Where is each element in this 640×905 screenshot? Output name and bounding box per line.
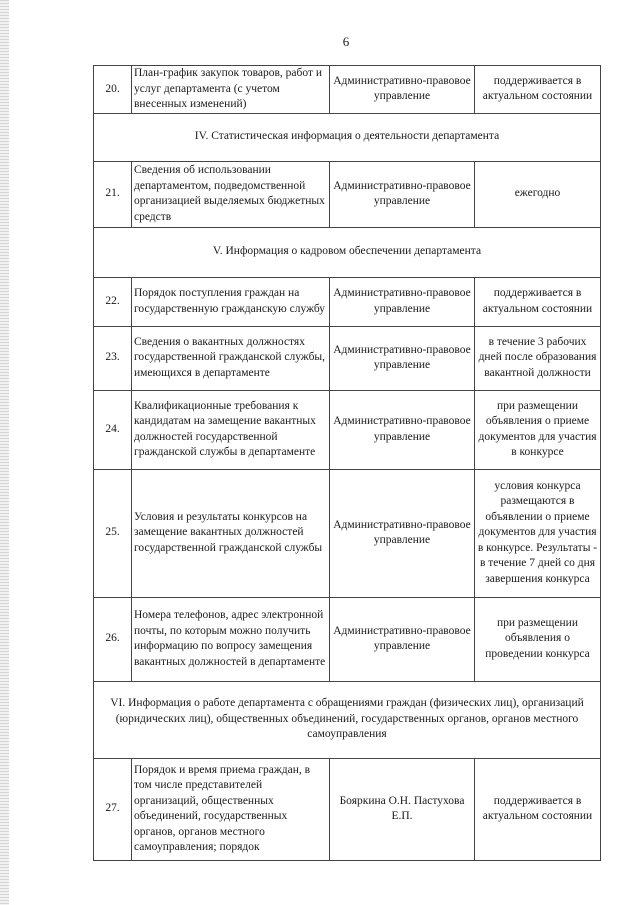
page-number: 6 bbox=[342, 34, 350, 49]
table-row bbox=[94, 66, 601, 114]
table-row bbox=[94, 326, 601, 390]
table-row bbox=[94, 390, 601, 469]
row-responsible: Административно-правовое управление bbox=[330, 597, 475, 681]
row-responsible: Административно-правовое управление bbox=[330, 326, 475, 390]
section-title: V. Информация о кадровом обеспечении департамента bbox=[94, 227, 601, 277]
row-period: поддерживается в актуальном состоянии bbox=[475, 277, 601, 326]
row-period: ежегодно bbox=[475, 161, 601, 227]
section-row bbox=[94, 227, 601, 277]
row-period: при размещении объявления о проведении конкурса bbox=[475, 597, 601, 681]
row-responsible: Бояркина О.Н. Пастухова Е.П. bbox=[330, 758, 475, 860]
row-responsible: Административно-правовое управление bbox=[330, 469, 475, 597]
row-description: Сведения об использовании департаментом, подведомственной организацией выделяемых бюджетных средств bbox=[132, 161, 330, 227]
table-row bbox=[94, 277, 601, 326]
row-responsible: Административно-правовое управление bbox=[330, 390, 475, 469]
row-responsible: Административно-правовое управление bbox=[330, 277, 475, 326]
row-description: Порядок и время приема граждан, в том числе представителей организаций, общественных объединений, государственных органов, органов местного самоуправления; порядок bbox=[132, 758, 330, 860]
row-description: Сведения о вакантных должностях государственной гражданской службы, имеющихся в департаменте bbox=[132, 326, 330, 390]
row-period: поддерживается в актуальном состоянии bbox=[475, 758, 601, 860]
row-period: условия конкурса размещаются в объявлении о приеме документов для участия в конкурсе. Результаты - в течение 7 дней со дня завершения конкурса bbox=[475, 469, 601, 597]
section-title: VI. Информация о работе департамента с обращениями граждан (физических лиц), организаций (юридических лиц), общественных объединений, государственных органов, органов местного самоуправления bbox=[94, 681, 601, 758]
row-number: 21. bbox=[94, 161, 132, 227]
row-period: поддерживается в актуальном состоянии bbox=[475, 66, 601, 114]
row-number: 27. bbox=[94, 758, 132, 860]
table-row bbox=[94, 469, 601, 597]
row-period: при размещении объявления о приеме документов для участия в конкурсе bbox=[475, 390, 601, 469]
section-row bbox=[94, 113, 601, 161]
row-number: 24. bbox=[94, 390, 132, 469]
row-description: Номера телефонов, адрес электронной почты, по которым можно получить информацию по вопросу замещения вакантных должностей в департаменте bbox=[132, 597, 330, 681]
row-description: Квалификационные требования к кандидатам на замещение вакантных должностей государственной гражданской службы в департаменте bbox=[132, 390, 330, 469]
row-number: 23. bbox=[94, 326, 132, 390]
table-row bbox=[94, 758, 601, 860]
row-description: Условия и результаты конкурсов на замещение вакантных должностей государственной гражданской службы bbox=[132, 469, 330, 597]
row-number: 20. bbox=[94, 66, 132, 114]
row-responsible: Административно-правовое управление bbox=[330, 161, 475, 227]
section-row bbox=[94, 681, 601, 758]
section-title: IV. Статистическая информация о деятельности департамента bbox=[94, 113, 601, 161]
table-row bbox=[94, 597, 601, 681]
table-row bbox=[94, 161, 601, 227]
row-number: 22. bbox=[94, 277, 132, 326]
row-description: План-график закупок товаров, работ и услуг департамента (с учетом внесенных изменений) bbox=[132, 66, 330, 114]
row-responsible: Административно-правовое управление bbox=[330, 66, 475, 114]
row-description: Порядок поступления граждан на государственную гражданскую службу bbox=[132, 277, 330, 326]
row-period: в течение 3 рабочих дней после образования вакантной должности bbox=[475, 326, 601, 390]
row-number: 25. bbox=[94, 469, 132, 597]
row-number: 26. bbox=[94, 597, 132, 681]
scan-edge bbox=[0, 0, 9, 905]
document-table bbox=[93, 65, 601, 861]
